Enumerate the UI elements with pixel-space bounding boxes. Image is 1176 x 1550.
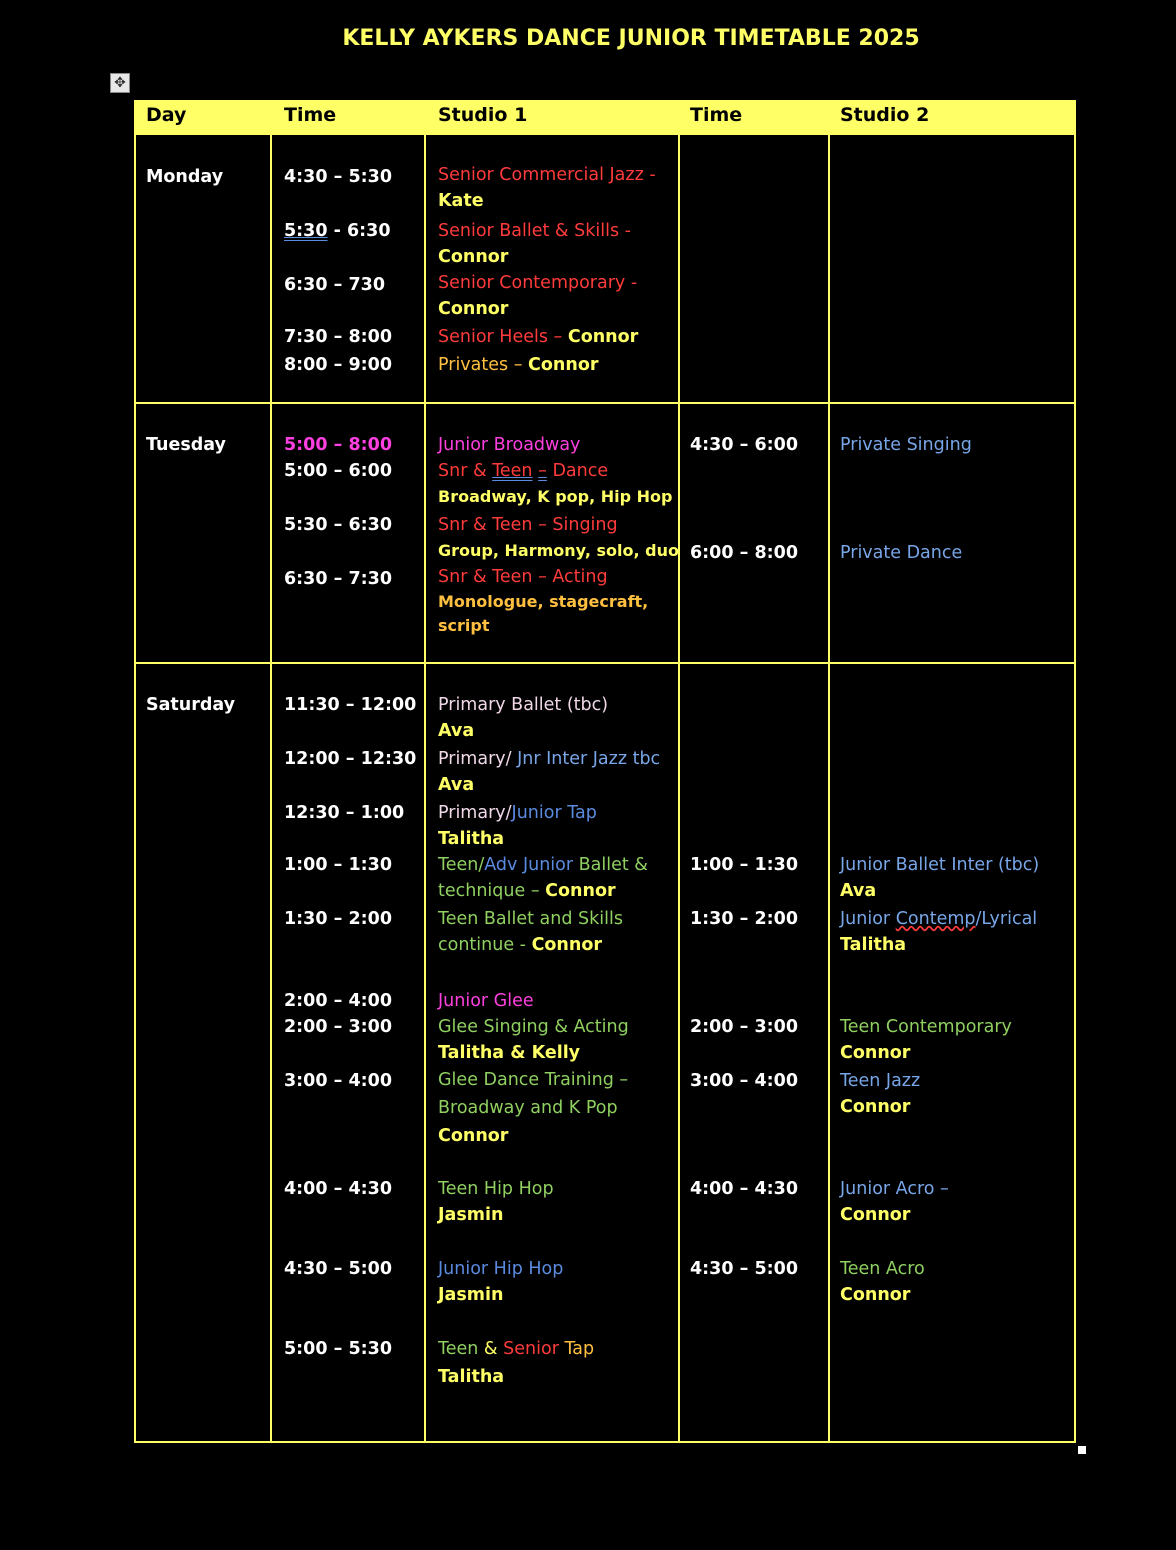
tuesday-class: Snr & Teen – Acting Monologue, stagecraft, script [438,567,649,635]
saturday-studio2-time: 4:00 – 4:30 [690,1179,798,1199]
col-line-4 [678,100,680,1443]
saturday-time: 1:00 – 1:30 [284,855,392,875]
saturday-time: 2:00 – 3:00 [284,1017,392,1037]
header-day: Day [146,104,187,126]
monday-class: Privates – Connor [438,355,599,375]
saturday-studio2-time: 1:00 – 1:30 [690,855,798,875]
page-title: KELLY AYKERS DANCE JUNIOR TIMETABLE 2025 [342,26,920,51]
saturday-time: 4:30 – 5:00 [284,1259,392,1279]
col-line-1 [134,100,136,1443]
col-line-3 [424,100,426,1443]
saturday-time: 5:00 – 5:30 [284,1339,392,1359]
saturday-time: 12:00 – 12:30 [284,749,417,769]
saturday-studio2-time: 4:30 – 5:00 [690,1259,798,1279]
saturday-time: 11:30 – 12:00 [284,695,417,715]
col-line-5 [828,100,830,1443]
tuesday-time: 5:30 – 6:30 [284,515,392,535]
monday-time: 5:30 - 6:30 [284,221,391,241]
saturday-studio2-class: Junior Contemp/Lyrical Talitha [840,909,1038,955]
table-border-top [134,100,1076,102]
day-tuesday: Tuesday [146,435,226,455]
monday-class: Senior Contemporary - Connor [438,273,638,319]
monday-class: Senior Ballet & Skills - Connor [438,221,631,267]
saturday-time: 12:30 – 1:00 [284,803,405,823]
header-studio-2: Studio 2 [840,104,930,126]
header-studio-1: Studio 1 [438,104,528,126]
table-move-handle-icon[interactable]: ✥ [110,73,130,93]
tuesday-studio2-time: 4:30 – 6:00 [690,435,798,455]
tuesday-time: 5:00 – 6:00 [284,461,392,481]
saturday-class: Teen Ballet and Skills continue - Connor [438,909,623,955]
tuesday-studio2-class: Private Dance [840,543,963,563]
monday-time: 7:30 – 8:00 [284,327,392,347]
saturday-class: Teen/Adv Junior Ballet & technique – Connor [438,855,648,901]
saturday-studio2-class: Junior Acro – Connor [840,1179,949,1225]
saturday-studio2-time: 3:00 – 4:00 [690,1071,798,1091]
saturday-class: Junior Hip Hop Jasmin [438,1259,564,1305]
saturday-time: 4:00 – 4:30 [284,1179,392,1199]
header-time-1: Time [284,104,337,126]
saturday-time: 1:30 – 2:00 [284,909,392,929]
saturday-studio2-class: Teen Jazz Connor [840,1071,921,1117]
tuesday-studio2-class: Private Singing [840,435,972,455]
saturday-time: 2:00 – 4:00 [284,991,392,1011]
tuesday-time: 6:30 – 7:30 [284,569,392,589]
header-divider [134,133,1076,135]
monday-time: 6:30 – 730 [284,275,385,295]
saturday-studio2-time: 1:30 – 2:00 [690,909,798,929]
saturday-class: Primary/ Jnr Inter Jazz tbc Ava [438,749,661,795]
monday-time: 8:00 – 9:00 [284,355,392,375]
col-line-6 [1074,100,1076,1443]
day-saturday: Saturday [146,695,236,715]
tuesday-studio2-time: 6:00 – 8:00 [690,543,798,563]
monday-time: 4:30 – 5:30 [284,167,392,187]
monday-class: Senior Commercial Jazz - Kate [438,165,656,211]
tuesday-class: Snr & Teen – Singing Group, Harmony, solo, duo [438,515,679,560]
saturday-studio2-class: Teen Contemporary Connor [840,1017,1012,1063]
tuesday-time: 5:00 – 8:00 [284,435,392,455]
table-border-bottom [134,1441,1076,1443]
col-line-2 [270,100,272,1443]
saturday-class: Primary Ballet (tbc) Ava [438,695,609,741]
saturday-class: Glee Dance Training – Broadway and K Pop Connor [438,1070,629,1146]
saturday-class: Teen & Senior Tap Talitha [438,1339,595,1387]
saturday-studio2-class: Teen Acro Connor [840,1259,925,1305]
tuesday-class: Snr & Teen – Dance Broadway, K pop, Hip Hop [438,461,673,506]
saturday-time: 3:00 – 4:00 [284,1071,392,1091]
monday-class: Senior Heels – Connor [438,327,639,347]
saturday-class: Teen Hip Hop Jasmin [438,1179,554,1225]
row-divider-monday [134,402,1076,404]
saturday-studio2-time: 2:00 – 3:00 [690,1017,798,1037]
saturday-studio2-class: Junior Ballet Inter (tbc) Ava [840,855,1040,901]
row-divider-tuesday [134,662,1076,664]
table-resize-handle-icon[interactable] [1078,1446,1086,1454]
day-monday: Monday [146,167,224,187]
saturday-class: Primary/Junior Tap Talitha [438,803,597,849]
saturday-class: Junior Glee [438,991,534,1011]
header-time-2: Time [690,104,743,126]
header-row [134,100,1076,134]
saturday-class: Glee Singing & Acting Talitha & Kelly [438,1017,629,1063]
tuesday-class: Junior Broadway [438,435,581,455]
